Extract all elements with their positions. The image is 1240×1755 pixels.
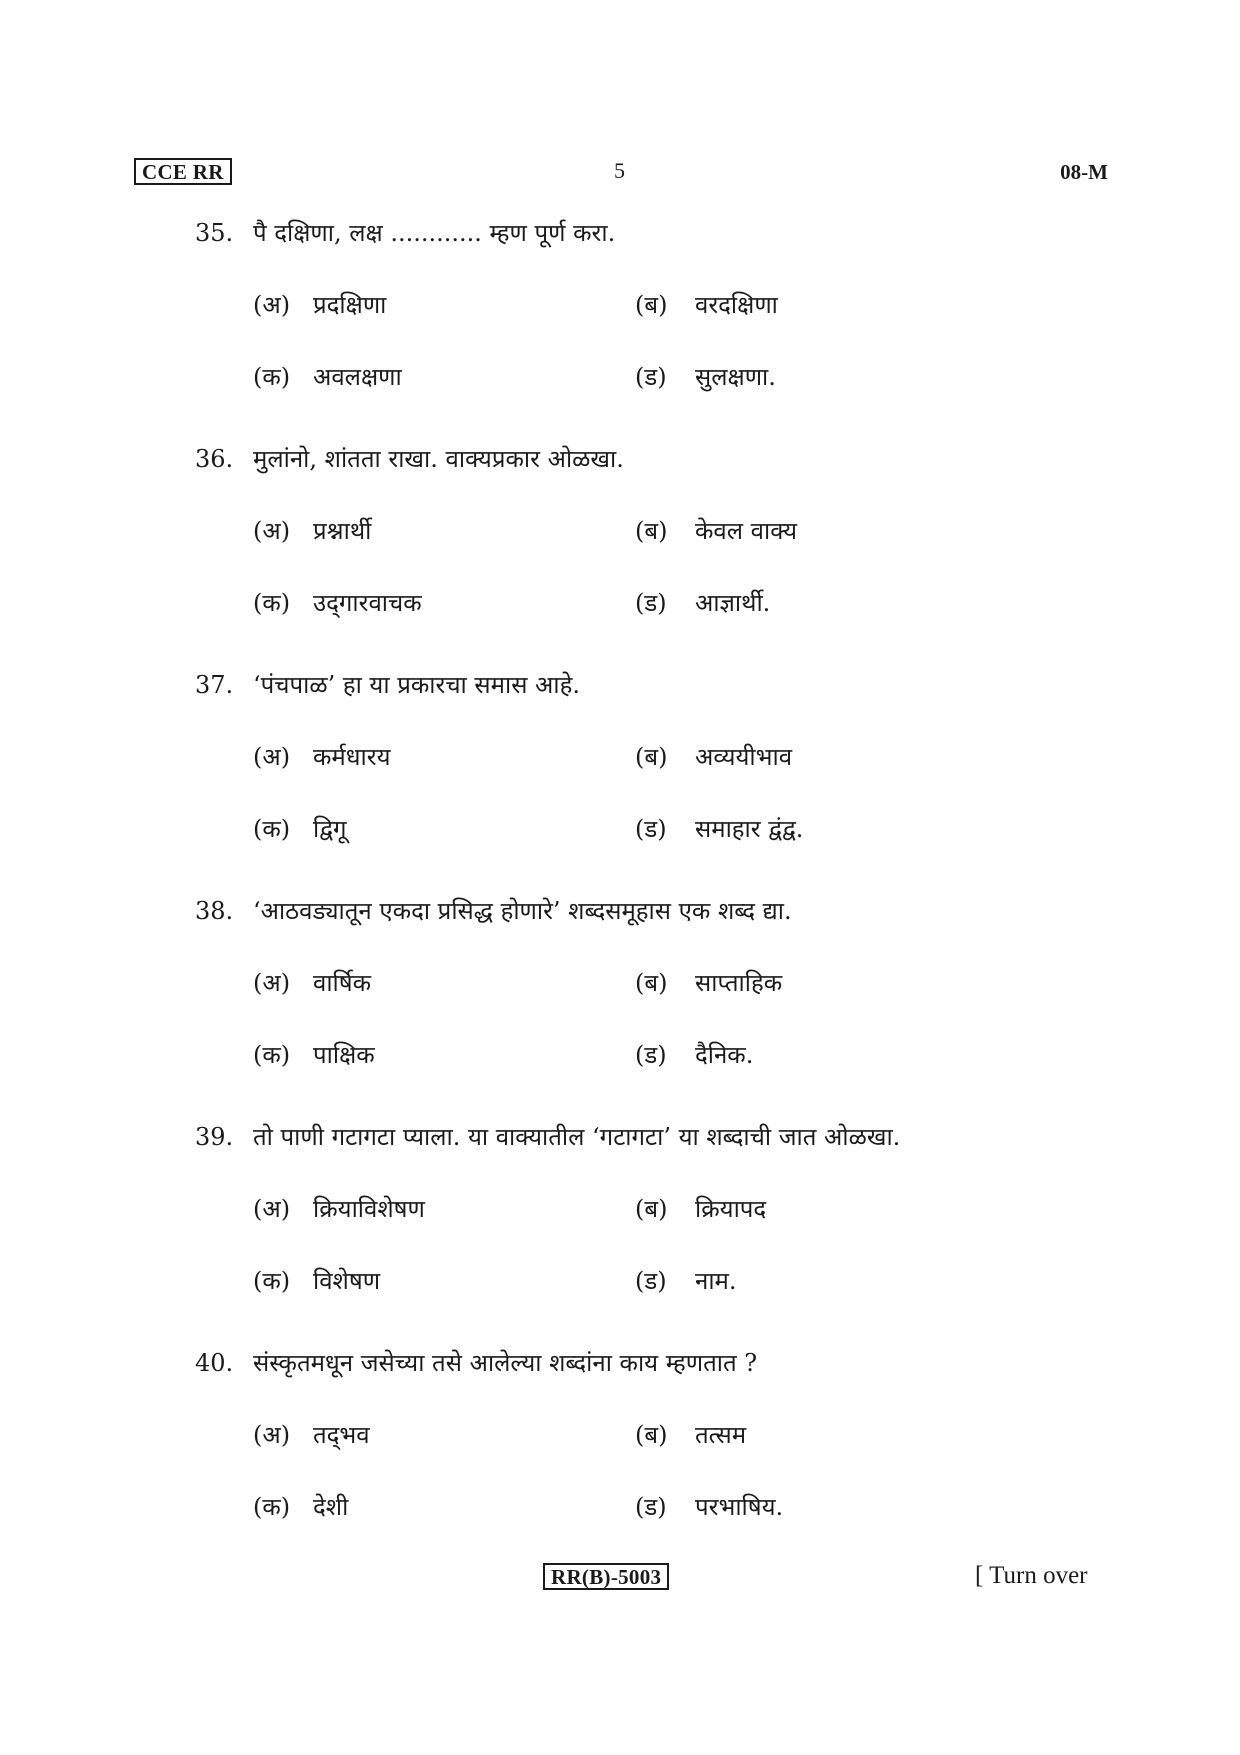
option-row	[195, 585, 1095, 621]
option-c	[253, 1037, 375, 1073]
paper-code-box: CCE RR	[134, 158, 232, 185]
option-key: (क)	[253, 1493, 291, 1521]
option-row	[195, 287, 1095, 323]
option-key: (ब)	[635, 1195, 668, 1223]
option-d	[635, 1037, 753, 1073]
option-key: (क)	[253, 1041, 291, 1069]
option-text: परभाषिय.	[695, 1493, 784, 1521]
option-text: साप्ताहिक	[695, 969, 783, 997]
option-b	[635, 965, 782, 1001]
option-key: (ब)	[635, 969, 668, 997]
option-row	[195, 1037, 1095, 1073]
page-header	[134, 158, 1108, 188]
option-key: (क)	[253, 589, 291, 617]
option-text: अव्ययीभाव	[695, 743, 793, 771]
option-text: देशी	[313, 1493, 349, 1521]
question-39	[195, 1119, 1095, 1299]
option-row	[195, 359, 1095, 395]
subject-code: 08-M	[1060, 160, 1108, 184]
option-text: वार्षिक	[313, 969, 372, 997]
question-line	[195, 667, 1095, 703]
option-row	[195, 811, 1095, 847]
option-key: (क)	[253, 363, 291, 391]
question-text: ‘पंचपाळ’ हा या प्रकारचा समास आहे.	[253, 671, 580, 699]
option-b	[635, 1417, 746, 1453]
option-key: (ड)	[635, 363, 667, 391]
question-number: 40.	[195, 1349, 234, 1377]
option-text: तत्सम	[695, 1421, 747, 1449]
option-key: (अ)	[253, 743, 291, 771]
question-37	[195, 667, 1095, 847]
option-text: विशेषण	[313, 1267, 381, 1295]
option-text: तद्‌भव	[313, 1421, 370, 1449]
option-text: अवलक्षणा	[313, 363, 402, 391]
option-text: क्रियापद	[695, 1195, 767, 1223]
option-b	[635, 513, 797, 549]
question-36	[195, 441, 1095, 621]
option-a	[253, 965, 371, 1001]
option-key: (ब)	[635, 291, 668, 319]
option-b	[635, 739, 792, 775]
option-key: (ड)	[635, 589, 667, 617]
option-text: केवल वाक्य	[695, 517, 797, 545]
question-line	[195, 441, 1095, 477]
option-a	[253, 1191, 425, 1227]
option-c	[253, 1489, 348, 1525]
question-number: 35.	[195, 219, 234, 247]
option-key: (क)	[253, 815, 291, 843]
booklet-code-box: RR(B)-5003	[543, 1563, 669, 1590]
option-key: (ब)	[635, 1421, 668, 1449]
option-d	[635, 811, 803, 847]
option-text: उद्‌गारवाचक	[313, 589, 422, 617]
question-38	[195, 893, 1095, 1073]
option-a	[253, 1417, 370, 1453]
option-key: (ड)	[635, 1041, 667, 1069]
option-key: (अ)	[253, 1195, 291, 1223]
option-key: (अ)	[253, 969, 291, 997]
question-number: 39.	[195, 1123, 234, 1151]
option-b	[635, 287, 778, 323]
option-key: (अ)	[253, 1421, 291, 1449]
option-row	[195, 1417, 1095, 1453]
option-key: (ड)	[635, 1267, 667, 1295]
option-a	[253, 513, 371, 549]
option-row	[195, 1489, 1095, 1525]
option-c	[253, 811, 347, 847]
option-d	[635, 585, 770, 621]
option-c	[253, 359, 402, 395]
question-line	[195, 893, 1095, 929]
option-c	[253, 585, 422, 621]
option-key: (ड)	[635, 815, 667, 843]
question-number: 38.	[195, 897, 234, 925]
option-c	[253, 1263, 380, 1299]
question-line	[195, 215, 1095, 251]
turn-over-note: [ Turn over	[975, 1562, 1088, 1589]
option-row	[195, 965, 1095, 1001]
option-b	[635, 1191, 766, 1227]
option-d	[635, 1263, 737, 1299]
option-row	[195, 1263, 1095, 1299]
option-text: कर्मधारय	[313, 743, 391, 771]
question-text: तो पाणी गटागटा प्याला. या वाक्यातील ‘गटागटा’ या शब्दाची जात ओळखा.	[253, 1123, 901, 1151]
option-text: नाम.	[695, 1267, 737, 1295]
option-text: प्रदक्षिणा	[313, 291, 387, 319]
question-number: 36.	[195, 445, 234, 473]
question-text: मुलांनो, शांतता राखा. वाक्यप्रकार ओळखा.	[253, 445, 624, 473]
option-d	[635, 1489, 783, 1525]
option-row	[195, 739, 1095, 775]
question-number: 37.	[195, 671, 234, 699]
option-key: (ड)	[635, 1493, 667, 1521]
option-key: (अ)	[253, 517, 291, 545]
question-line	[195, 1345, 1095, 1381]
option-text: क्रियाविशेषण	[313, 1195, 425, 1223]
option-text: समाहार द्वंद्व.	[695, 815, 804, 843]
option-key: (क)	[253, 1267, 291, 1295]
option-text: प्रश्नार्थी	[313, 517, 372, 545]
question-40	[195, 1345, 1095, 1525]
option-text: द्विगू	[313, 815, 347, 843]
option-row	[195, 1191, 1095, 1227]
option-text: दैनिक.	[695, 1041, 754, 1069]
question-35	[195, 215, 1095, 395]
option-a	[253, 739, 391, 775]
option-text: आज्ञार्थी.	[695, 589, 771, 617]
page-number: 5	[614, 158, 625, 183]
option-row	[195, 513, 1095, 549]
option-key: (ब)	[635, 743, 668, 771]
option-text: पाक्षिक	[313, 1041, 375, 1069]
question-text: पै दक्षिणा, लक्ष ............ म्हण पूर्ण करा.	[253, 219, 616, 247]
option-text: सुलक्षणा.	[695, 363, 776, 391]
option-key: (अ)	[253, 291, 291, 319]
option-key: (ब)	[635, 517, 668, 545]
question-line	[195, 1119, 1095, 1155]
question-text: ‘आठवड्यातून एकदा प्रसिद्ध होणारे’ शब्दसमूहास एक शब्द द्या.	[253, 897, 792, 925]
option-text: वरदक्षिणा	[695, 291, 778, 319]
option-d	[635, 359, 776, 395]
question-text: संस्कृतमधून जसेच्या तसे आलेल्या शब्दांना काय म्हणतात ?	[253, 1349, 758, 1377]
option-a	[253, 287, 386, 323]
